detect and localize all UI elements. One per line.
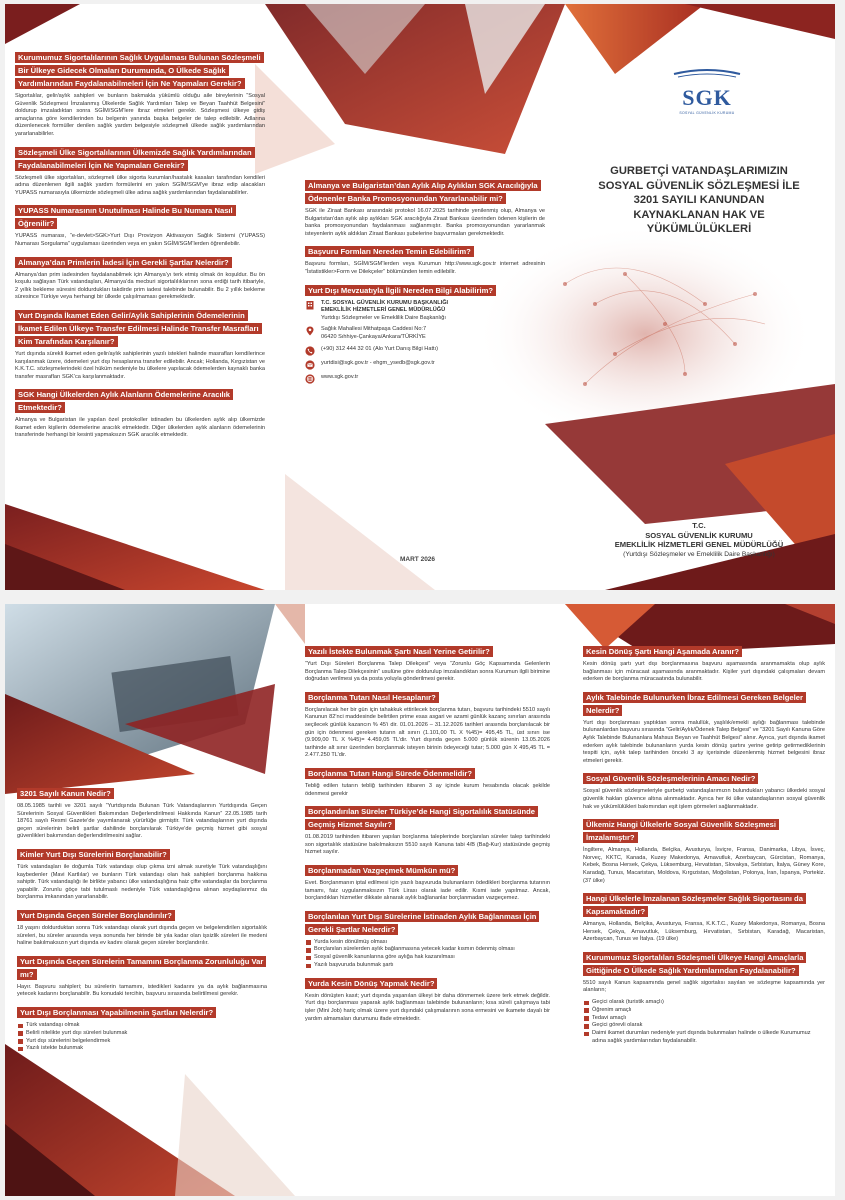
section-heading: YUPASS Numarasının Unutulması Halinde Bu Numara Nasıl Öğrenilir?	[15, 205, 236, 229]
list-item: Borçlanılan sürelerden aylık bağlanmasına yetecek kadar kısmın ödenmiş olması	[305, 946, 550, 954]
cover-footer	[583, 521, 815, 559]
org-line-2: EMEKLİLİK HİZMETLERİ GENEL MÜDÜRLÜĞÜ	[321, 307, 446, 314]
inner-left-column	[17, 780, 267, 1196]
list-item: Sosyal güvenlik kanunlarına göre aylığa hak kazanılması	[305, 954, 550, 962]
contact-address	[305, 326, 545, 341]
outer-left-column	[15, 44, 265, 590]
brochure-outer-page	[5, 4, 835, 590]
section-text: 18 yaşını doldurduktan sonra Türk vatandaşı olarak yurt dışında geçen ve belgelendirilen sigortalılık süreleri, bu süreler arasında veya sonunda her birinde bir yıla kadar olan işsizlik süreleri ile medeni haline bakılmaksızın yurt dışında ev kadını olarak geçen süreler borçlandırılır.	[17, 924, 267, 947]
logo-subtext: SOSYAL GÜVENLİK KURUMU	[679, 111, 735, 115]
section-text: Türk vatandaşları ile doğumla Türk vatandaşı olup çıkma izni almak suretiyle Türk vatandaşlığını kaybedenler (Mavi Kartlılar) ve bunların Türk vatandaşı olan hak sahipleri borçlanma hakkına sahiptir. Türk vatandaşlığı ile birlikte yabancı ülke vatandaşlığına haiz çifte vatandaşlar da borçlanma yapabilir. Zorunlu göçe tabi tutulmaslı nedeniyle Türk vatandaşlığına alınan soydaşlarımız da borçlanma imkanından yararlanabilir.	[17, 863, 267, 901]
location-pin-icon	[305, 326, 315, 336]
section-heading: Aylık Talebinde Bulunurken İbraz Edilmesi Gereken Belgeler Nelerdir?	[583, 692, 806, 716]
section-heading: Almanya’dan Primlerin İadesi İçin Gerekli Şartlar Nelerdir?	[15, 257, 232, 268]
list-item: Geçici olarak (turistik amaçlı)	[583, 999, 825, 1007]
cover-footer-line: T.C.	[692, 521, 706, 530]
list-item: Yurda kesin dönülmüş olması	[305, 939, 550, 947]
email-icon	[305, 360, 315, 370]
section-text: Tebliğ edilen tutarın tebliğ tarihinden itibaren 3 ay içinde kurum hesabında olacak şekilde ödenmesi gerekir	[305, 782, 550, 797]
contact-email[interactable]	[305, 360, 545, 370]
section-text: 01.08.2019 tarihinden itibaren yapılan borçlanma taleplerinde borçlanılan süreler talep tarihindeki son sigortalılık statüsüne bakılmaksızın 5510 sayılı Kanuna tabi 4/B (Bağ-Kur) statüsünde geçmiş hizmet sayılır.	[305, 834, 550, 856]
section-text: Sosyal güvenlik sözleşmeleriyle gurbetçi vatandaşlarımızın bulundukları yabancı ülkedeki sosyal güvenlik hakları güvence altına alınmaktadır. Ayrıca her iki ülke vatandaşlarının sosyal güvenlik hak ve yükümlülükleri bakımından eşit işlem görmeleri sağlanmaktadır.	[583, 788, 825, 810]
section-text: İngiltere, Almanya, Hollanda, Belçika, Avusturya, İsviçre, Fransa, Danimarka, Libya, İsveç, Norveç, KKTC, Kanada, Kuzey Makedonya, Arnavutluk, Azerbaycan, Gürcistan, Romanya, Kebek, Bosna Hersek, Çekya, Lüksemburg, Hırvatistan, Slovakya, Sırbistan, İtalya, Güney Kore, Karadağ, Tunus, Macaristan, Moldova, Kırgızistan, Moğolistan, Polonya, İran, İspanya, Portekiz. (37 ülke)	[583, 847, 825, 884]
cover-footer-line: EMEKLİLİK HİZMETLERİ GENEL MÜDÜRLÜĞÜ	[614, 540, 784, 549]
cover-title-line: GURBETÇİ VATANDAŞLARIMIZIN	[610, 165, 788, 177]
section-heading: SGK Hangi Ülkelerden Aylık Alanların Ödemelerine Aracılık Etmektedir?	[15, 389, 233, 413]
list-item: Tedavi amaçlı	[583, 1015, 825, 1023]
section-text: 08.05.1985 tarihli ve 3201 sayılı “Yurtdışında Bulunan Türk Vatandaşlarının Yurtdışında Geçen Sürelerinin Sosyal Güvenlikleri Bakımından Değerlendirilmesi Hakkında Kanun” 22.05.1985 tarih 18761 sayılı Resmi Gazete’de yayımlanarak yürürlüğe girmiştir. Türk vatandaşlarının yurt dışında geçen sürelerinin belirli şartlar dahilinde borçlanılarak Türkiye’de geçmiş hizmet gibi sosyal güvenlikleri bakımından değerlendirilmesini sağlar.	[17, 803, 267, 840]
cover-title-line: KAYNAKLANAN HAK VE	[633, 208, 765, 221]
section-text: “Yurt Dışı Süreleri Borçlanma Talep Dilekçesi” veya “Zorunlu Göç Kapsamında Gelenlerin Borçlanma Talep Dilekçesinin” usulüne göre doldurulup imzalandıktan sonra Kurumun ilgili birimine doğrudan verilmesi ya da posta yoluyla gönderilmesi gerekir.	[305, 661, 550, 683]
inner-middle-column	[305, 638, 550, 1196]
section-text: Sigortalılar, gelir/aylık sahipleri ve bunların bakmakla yükümlü olduğu aile bireylerinin “Sosyal Güvenlik Sözleşmesi İmzalanmış Ülkelerde Sağlık Yardımları Talep ve Beyan Taahhüt Belgesini” doldurup imzaladıktan sonra SGİM/SGM’lere ibraz etmeleri gerekir. Sözleşmesi ülkeye gidiş amaçlarına göre kendilerinden bu belgenin yanında başka belgeler de talep edilebilir. Adlarına düzenlenecek formüller denilen sağlık yardım belgesiyle sözleşmeli ülkede sağlık yardımlarından yararlanabilirler.	[15, 93, 265, 137]
pension-conditions-list	[305, 939, 550, 970]
org-line-3: Yurtdışı Sözleşmeler ve Emeklilik Daire Başkanlığı	[321, 314, 446, 321]
section-text: Sözleşmeli ülke sigortalıları, sözleşmeli ülke sigorta kurumları/hastalık kasaları tarafından kendileri adına düzenlenen ilgili sağlık yardım formülerini en yakın SGİM/SGM’ye ibraz edip alacakları YUPASS numarasıyla ülkemizde sözleşmeli ülke adına sağlık yardımlarından faydalanabilirler.	[15, 174, 265, 196]
logo-text: SGK	[682, 85, 732, 110]
address-line-1: Sağlık Mahallesi Mithatpaşa Caddesi No:7	[321, 326, 427, 333]
section-text: Borçlanılacak her bir gün için tahakkuk ettirilecek borçlanma tutarı, başvuru tarihindeki 5510 sayılı Kanunun 82’nci maddesinde belirtilen prime esas asgari ve azami günlük kazanç sınırları arasında seçilecek günlük kazancın % 45’i dir. 01.01.2026 – 31.12.2026 tarihleri arasında borçlanılacak bir gün için ödenmesi gereken tutarın alt sınırı (1.101,00 TL X %45)= 495,45 TL, üst sınırı ise (9.909,00 TL X %45)= 4.459,05 TL’dir. Yurt dışında geçen 5.000 günlük sürenin 13.05.2026 tarihinde alt sınır üzerinden borçlanmak isteyen birinin ödeyeceği tutar; 5.000 gün X 495,45 TL = 2.477.250 TL’dir.	[305, 706, 550, 759]
section-heading: Kurumumuz Sigortalıları Sözleşmeli Ülkeye Hangi Amaçlarla Gittiğinde O Ülkede Sağlık Yardımlarından Faydalanabilir?	[583, 952, 806, 976]
globe-icon	[305, 374, 315, 384]
contact-organization	[305, 300, 545, 323]
website-link[interactable]: www.sgk.gov.tr	[321, 373, 359, 380]
section-text: 5510 sayılı Kanun kapsamında genel sağlık sigortalısı sayılan ve sözleşme kapsamında yer alanların;	[583, 979, 825, 994]
section-heading: Sözleşmeli Ülke Sigortalılarının Ülkemizde Sağlık Yardımlarından Faydalanabilmeleri İçin Ne Yapmaları Gerekir?	[15, 147, 255, 171]
phone-number: (+90) 312 444 32 01 (Alo Yurt Danış Bilgi Hattı)	[321, 345, 438, 352]
section-heading: Borçlanılan Yurt Dışı Sürelerine İstinaden Aylık Bağlanması İçin Gerekli Şartlar Nelerdir?	[305, 911, 539, 935]
section-heading: Hangi Ülkelerle İmzalanan Sözleşmeler Sağlık Sigortasını da Kapsamaktadır?	[583, 893, 806, 917]
section-text: Hayır. Başvuru sahipleri; bu sürelerin tamamını, istedikleri kadarını ya da aylık bağlanmasına yetecek kadarını borçlanabilir. Bu konudaki tercihin, başvuru sırasında belirtilmesi gerekir.	[17, 983, 267, 998]
requirements-list	[17, 1022, 267, 1053]
section-heading: Borçlanma Tutarı Nasıl Hesaplanır?	[305, 692, 439, 703]
section-heading: Kesin Dönüş Şartı Hangi Aşamada Aranır?	[583, 646, 742, 657]
building-icon	[305, 300, 315, 310]
section-text: Almanya’dan prim iadesinden faydalanabilmek için Almanya’yı terk etmiş olmak ön koşuldur. Bu ön koşulu sağlayan Türk vatandaşları, Almanya’da mecburi sigortalılıklarının sona erdiği tarih itibariyle, 2 yıllık bekleme süresini doldurdukları takdirde prim iadesi talebinde bulunabilir. Bu 2 yıllık bekleme süresince Türkiye veya herhangi bir ülkede çalışılmaması gerekmektedir.	[15, 271, 265, 301]
section-text: YUPASS numarası, “e-devlet>SGK>Yurt Dışı Provizyon Aktivasyon Sağlık Sistemi (YUPASS) Numarası Sorgulama” uygulaması üzerinden veya en yakın SGİM/SGM’lerden öğrenilebilir.	[15, 233, 265, 247]
contact-web[interactable]	[305, 374, 545, 384]
cover-title-line: SOSYAL GÜVENLİK SÖZLEŞMESİ İLE	[598, 179, 800, 192]
section-text: Başvuru formları, SGİM/SGM’lerden veya Kurumun http://www.sgk.gov.tr internet adresinin “İstatistikler>Form ve Dilekçeler” bölümünden temin edilebilir.	[305, 261, 545, 275]
publication-date: MART 2026	[400, 556, 436, 563]
section-heading: Borçlanmadan Vazgeçmek Mümkün mü?	[305, 865, 458, 876]
outer-middle-column	[305, 172, 545, 590]
section-heading: Borçlanma Tutarı Hangi Sürede Ödenmelidir?	[305, 768, 475, 779]
section-heading: Yurt Dışında İkamet Eden Gelir/Aylık Sahiplerinin Ödemelerinin İkamet Edilen Ülkeye Transfer Edilmesi Halinde Transfer Masrafları Kim Tarafından Karşılanır?	[15, 310, 262, 347]
list-item: Öğrenim amaçlı	[583, 1007, 825, 1015]
section-heading: Yurt Dışı Borçlanması Yapabilmenin Şartları Nelerdir?	[17, 1007, 216, 1018]
section-heading: Kimler Yurt Dışı Sürelerini Borçlanabilir?	[17, 849, 170, 860]
list-item: Yurt dışı sürelerini belgelendirmek	[17, 1038, 267, 1046]
section-heading: 3201 Sayılı Kanun Nedir?	[17, 788, 114, 799]
section-text: Kesin dönüş şartı yurt dışı borçlanmasına başvuru aşamasında aranmamakta olup aylık bağlanması için müracaat aşamasında aranmaktadır. Kişiler yurt dışındaki çalışmaları devam ederken de borçlanma müracaatında bulunabilir.	[583, 661, 825, 683]
section-heading: Yazılı İstekte Bulunmak Şartı Nasıl Yerine Getirilir?	[305, 646, 493, 657]
org-line-1: T.C. SOSYAL GÜVENLİK KURUMU BAŞKANLIĞI	[321, 299, 449, 306]
section-heading: Yurt Dışında Geçen Süreler Borçlandırılır?	[17, 910, 175, 921]
section-heading: Sosyal Güvenlik Sözleşmelerinin Amacı Nedir?	[583, 773, 758, 784]
cover-footer-line: SOSYAL GÜVENLİK KURUMU	[645, 530, 753, 540]
contact-phone	[305, 346, 545, 356]
sgk-logo	[667, 68, 747, 115]
section-heading: Almanya ve Bulgaristan’dan Aylık Alıp Aylıkları SGK Aracılığıyla Ödenenler Banka Promosyonundan Yararlanabilir mi?	[305, 180, 541, 204]
section-text: Kesin dönüşten kasıt; yurt dışında yaşanılan ülkeyi bir daha dönmemek üzere terk etmek değildir. Yurt dışı borçlanması yaparak aylık bağlanması talebinde bulunanların; kısa süreli çalışmaya tabi işler (Mini Job) hariç olmak üzere yurt dışındaki çalışmalarının sona ermesini ve ikamete dayalı bir yardım almamaları durumunu ifade etmektedir.	[305, 992, 550, 1022]
section-text: Almanya ve Bulgaristan ile yapılan özel protokoller istinaden bu ülkelerden aylık alıp ülkemizde ikamet eden kişilerin ödemelerine aracılık etmektedir. Diğer ülkelerden aylık alanların ödemelerinin transferinde herhangi bir kesinti yapmaksızın SGK aracılık etmektedir.	[15, 417, 265, 439]
phone-icon	[305, 346, 315, 356]
list-item: Geçici görevli olarak	[583, 1022, 825, 1030]
brochure-inner-page	[5, 604, 835, 1196]
address-line-2: 06420 Sıhhiye-Çankaya/Ankara/TÜRKİYE	[321, 333, 426, 340]
email-addresses[interactable]: yurtdisi@sgk.gov.tr - ehgm_ysedb@sgk.gov.tr	[321, 359, 435, 366]
list-item: Yazılı başvuruda bulunmak şartı	[305, 962, 550, 970]
cover-footer-line: (Yurtdışı Sözleşmeler ve Emeklilik Daire Başkanlığı)	[623, 550, 775, 558]
cover-title	[579, 164, 819, 237]
list-item: Belirli nitelikte yurt dışı süreleri bulunmak	[17, 1030, 267, 1038]
section-heading: Ülkemiz Hangi Ülkelerle Sosyal Güvenlik Sözleşmesi İmzalamıştır?	[583, 819, 779, 843]
section-heading: Borçlandırılan Süreler Türkiye’de Hangi Sigortalılık Statüsünde Geçmiş Hizmet Sayılır?	[305, 806, 538, 830]
cover-title-line: YÜKÜMLÜLÜKLERİ	[646, 223, 752, 235]
section-text: Almanya, Hollanda, Belçika, Avusturya, Fransa, K.K.T.C., Kuzey Makedonya, Romanya, Bosna Hersek, Çekya, Arnavutluk, Lüksemburg, Hırvatistan, Sırbistan, Karadağ, Macaristan, Azerbaycan, Tunus ve İtalya. (19 ülke)	[583, 921, 825, 943]
health-purposes-list	[583, 999, 825, 1046]
cover-title-line: 3201 SAYILI KANUNDAN	[633, 194, 765, 206]
section-text: Evet. Borçlanmanın iptal edilmesi için yazılı başvuruda bulunanların ödedikleri borçlanma tutarının tamamı, faiz uygulanmaksızın Türk Lirası olarak iade edilir. Kısmi iade yapılmaz. Ancak, borçlandıkları hizmetler dikkate alınarak aylık bağlananlar borçlanmadan vazgeçemez.	[305, 879, 550, 902]
section-text: Yurt dışı borçlanması yaptıktan sonra malullük, yaşlılık/emekli aylığı bağlanması talebinde bulunanlardan başvuru sırasında “Gelir/Aylık/Ödenek Talep Belgesi” ve “3201 Sayılı Kanuna Göre Aylık Talebinde Bulunanlara Mahsus Beyan ve Taahhüt Belgesi” alınır. Ayrıca, yurt dışında ikamet ederken aylık talebinde bulunanların yurda kesin dönüş şartını yerine getirip getirmediklerinin tespiti için, aylık talep tarihinden önceki 3 ay içerisinde düzenlenmiş hizmet belgesini ibraz etmeleri gerekir.	[583, 719, 825, 764]
inner-right-column	[583, 638, 825, 1196]
section-heading: Kurumumuz Sigortalılarının Sağlık Uygulaması Bulunan Sözleşmeli Bir Ülkeye Gidecek Olmaları Durumunda, O Ülkede Sağlık Yardımlarından Faydalanabilmeleri İçin Ne Yapmaları Gerekir?	[15, 52, 264, 89]
section-heading: Başvuru Formları Nereden Temin Edebilirim?	[305, 246, 474, 257]
section-heading: Yurt Dışında Geçen Sürelerin Tamamını Borçlanma Zorunluluğu Var mı?	[17, 956, 266, 980]
section-text: Yurt dışında sürekli ikamet eden gelir/aylık sahiplerinin yazılı istekleri halinde masrafları kendilerince karşılanmak üzere, ödemeleri yurt dışı hesaplarına transfer edilebilir. Ancak; Hollanda, Kırgızistan ve K.K.T.C. sözleşmelerindeki özel hüküm nedeniyle bu ülkelere yapılacak ödemelerden kaynaklı banka transfer masrafları SGK’ca karşılanmaktadır.	[15, 350, 265, 380]
section-heading: Yurda Kesin Dönüş Yapmak Nedir?	[305, 978, 437, 989]
section-text: SGK ile Ziraat Bankası arasındaki protokol 16.07.2025 tarihinde yenilenmiş olup, Almanya ve Bulgaristan’dan aylık alıp aylıkları SGK aracılığıyla Ziraat Bankası üzerinden ödenen kişilerin de banka promosyonundan faydalanması sağlanmıştır. Banka promosyonundan yararlanmak isteyenlerin aylık aldıkları Ziraat Bankası şubelerine başvurmaları gerekmektedir.	[305, 208, 545, 237]
list-item: Daimi ikamet durumları nedeniyle yurt dışında bulunmaları halinde o ülkede Kurumumuz adına sağlık yardımlarından faydalanabilir.	[583, 1030, 825, 1046]
section-heading: Yurt Dışı Mevzuatıyla İlgili Nereden Bilgi Alabilirim?	[305, 285, 496, 296]
list-item: Türk vatandaşı olmak	[17, 1022, 267, 1030]
cover-panel	[575, 4, 835, 590]
list-item: Yazılı istekte bulunmak	[17, 1045, 267, 1053]
